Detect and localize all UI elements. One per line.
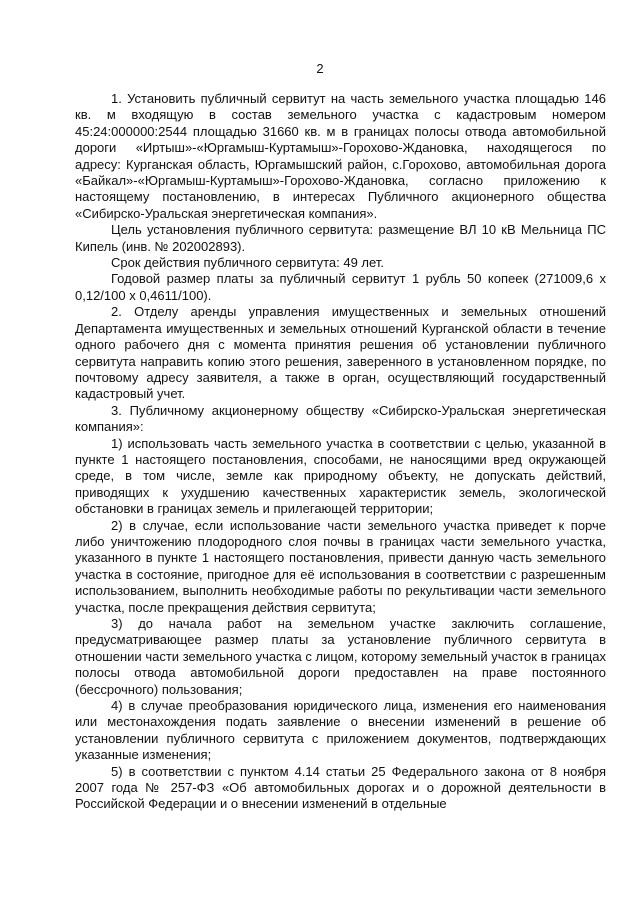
paragraph-item-3: 3. Публичному акционерному обществу «Сибирско-Уральская энергетическая компания»: <box>75 402 606 435</box>
paragraph-item-1: 1. Установить публичный сервитут на часть земельного участка площадью 146 кв. м входящую в состав земельного участка с кадастровым номером 45:24:000000:2544 площадью 31660 кв. м в границах полосы отвода автомобильной дороги «Иртыш»-«Юргамыш-Куртамыш»-Горохово-Ждановка, находящегося по адресу: Курганская область, Юргамышский район, с.Горохово, автомобильная дорога «Байкал»-«Юргамыш-Куртамыш»-Горохово-Ждановка, согласно приложению к настоящему постановлению, в интересах Публичного акционерного общества «Сибирско-Уральская энергетическая компания». <box>75 91 606 221</box>
paragraph-item-2: 2. Отделу аренды управления имущественных и земельных отношений Департамента имущественных и земельных отношений Курганской области в течение одного рабочего дня с момента принятия решения об установлении публичного сервитута направить копию этого решения, заверенного в установленном порядке, по почтовому адресу заявителя, а также в орган, осуществляющий государственный кадастровый учет. <box>75 304 606 402</box>
paragraph-purpose: Цель установления публичного сервитута: размещение ВЛ 10 кВ Мельница ПС Кипель (инв. № 202002893). <box>75 222 606 254</box>
paragraph-subitem-3: 3) до начала работ на земельном участке заключить соглашение, предусматривающее размер платы за установление публичного сервитута в отношении части земельного участка с лицом, которому земельный участок в границах полосы отвода автомобильной дороги предоставлен на праве постоянного (бессрочного) пользования; <box>75 616 606 697</box>
paragraph-term: Срок действия публичного сервитута: 49 лет. <box>111 255 384 271</box>
paragraph-subitem-4: 4) в случае преобразования юридического лица, изменения его наименования или местонахождения подать заявление о внесении изменений в решение об установлении публичного сервитута с приложением документов, подтверждающих указанные изменения; <box>75 698 606 763</box>
paragraph-subitem-2: 2) в случае, если использование части земельного участка приведет к порче либо уничтожению плодородного слоя почвы в границах части земельного участка, указанного в пункте 1 настоящего постановления, привести данную часть земельного участка в состояние, пригодное для её использования в соответствии с разрешенным использованием, выполнить необходимые работы по рекультивации части земельного участка, после прекращения действия сервитута; <box>75 517 606 615</box>
paragraph-subitem-5: 5) в соответствии с пунктом 4.14 статьи 25 Федерального закона от 8 ноября 2007 года № 257-ФЗ «Об автомобильных дорогах и о дорожной деятельности в Российской Федерации и о внесении изменений в отдельные <box>75 763 606 812</box>
document-body <box>75 91 606 813</box>
paragraph-fee: Годовой размер платы за публичный сервитут 1 рубль 50 копеек (271009,6 х 0,12/100 х 0,4611/100). <box>75 271 606 303</box>
page-number: 2 <box>316 61 324 76</box>
paragraph-subitem-1: 1) использовать часть земельного участка в соответствии с целью, указанной в пункте 1 настоящего постановления, способами, не наносящими вред окружающей среде, в том числе, земле как природному объекту, не допускать действий, приводящих к ухудшению качественных характеристик земель, экологической обстановки в границах земель и прилегающей территории; <box>75 435 606 517</box>
